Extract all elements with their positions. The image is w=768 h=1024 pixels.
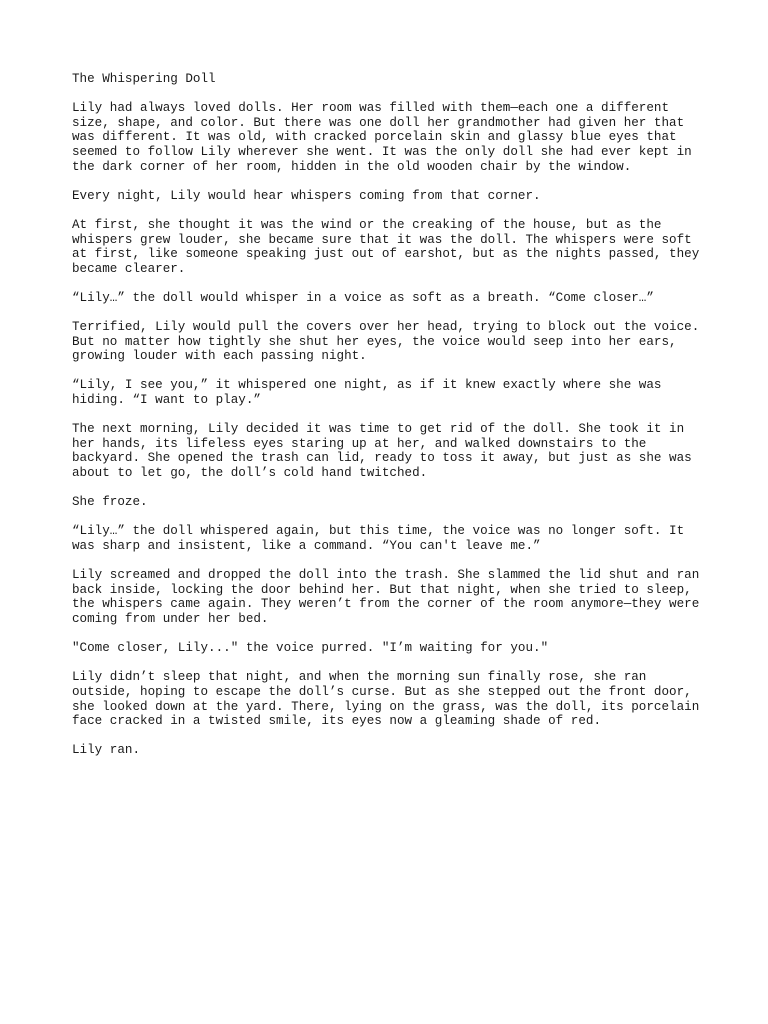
paragraph-12: Lily didn’t sleep that night, and when the morning sun finally rose, she ran outside, hoping to escape the doll’s curse. But as she stepped out the front door, she looked down at the yard. There, lying on the grass, was the doll, its porcelain face cracked in a twisted smile, its eyes now a gleaming shade of red. [72, 670, 700, 729]
paragraph-1: Lily had always loved dolls. Her room was filled with them—each one a different size, shape, and color. But there was one doll her grandmother had given her that was different. It was old, with cracked porcelain skin and glassy blue eyes that seemed to follow Lily wherever she went. It was the only doll she had ever kept in the dark corner of her room, hidden in the old wooden chair by the window. [72, 101, 692, 174]
paragraph-7: The next morning, Lily decided it was time to get rid of the doll. She took it in her hands, its lifeless eyes staring up at her, and walked downstairs to the backyard. She opened the trash can lid, ready to toss it away, but just as she was about to let go, the doll’s cold hand twitched. [72, 422, 692, 481]
paragraph-5: Terrified, Lily would pull the covers over her head, trying to block out the voice. But no matter how tightly she shut her eyes, the voice would seep into her ears, growing louder with each passing night. [72, 320, 700, 364]
paragraph-3: At first, she thought it was the wind or the creaking of the house, but as the whispers grew louder, she became sure that it was the doll. The whispers were soft at first, like someone speaking just out of earshot, but as the nights passed, they became clearer. [72, 217, 700, 276]
paragraph-6: “Lily, I see you,” it whispered one night, as if it knew exactly where she was hiding. “I want to play.” [72, 378, 662, 408]
paragraph-8: She froze. [72, 495, 148, 510]
document-title: The Whispering Doll [72, 72, 216, 86]
paragraph-10: Lily screamed and dropped the doll into the trash. She slammed the lid shut and ran back inside, locking the door behind her. But that night, when she tried to sleep, the whispers came again. They weren’t from the corner of the room anymore—they were coming from under her bed. [72, 568, 700, 626]
document-page [72, 72, 702, 773]
paragraph-13: Lily ran. [72, 743, 141, 758]
paragraph-11: "Come closer, Lily..." the voice purred. "I’m waiting for you." [72, 641, 549, 656]
paragraph-4: “Lily…” the doll would whisper in a voice as soft as a breath. “Come closer…” [72, 290, 654, 305]
paragraph-2: Every night, Lily would hear whispers coming from that corner. [72, 188, 541, 203]
paragraph-9: “Lily…” the doll whispered again, but this time, the voice was no longer soft. It was sharp and insistent, like a command. “You can't leave me.” [72, 524, 685, 553]
